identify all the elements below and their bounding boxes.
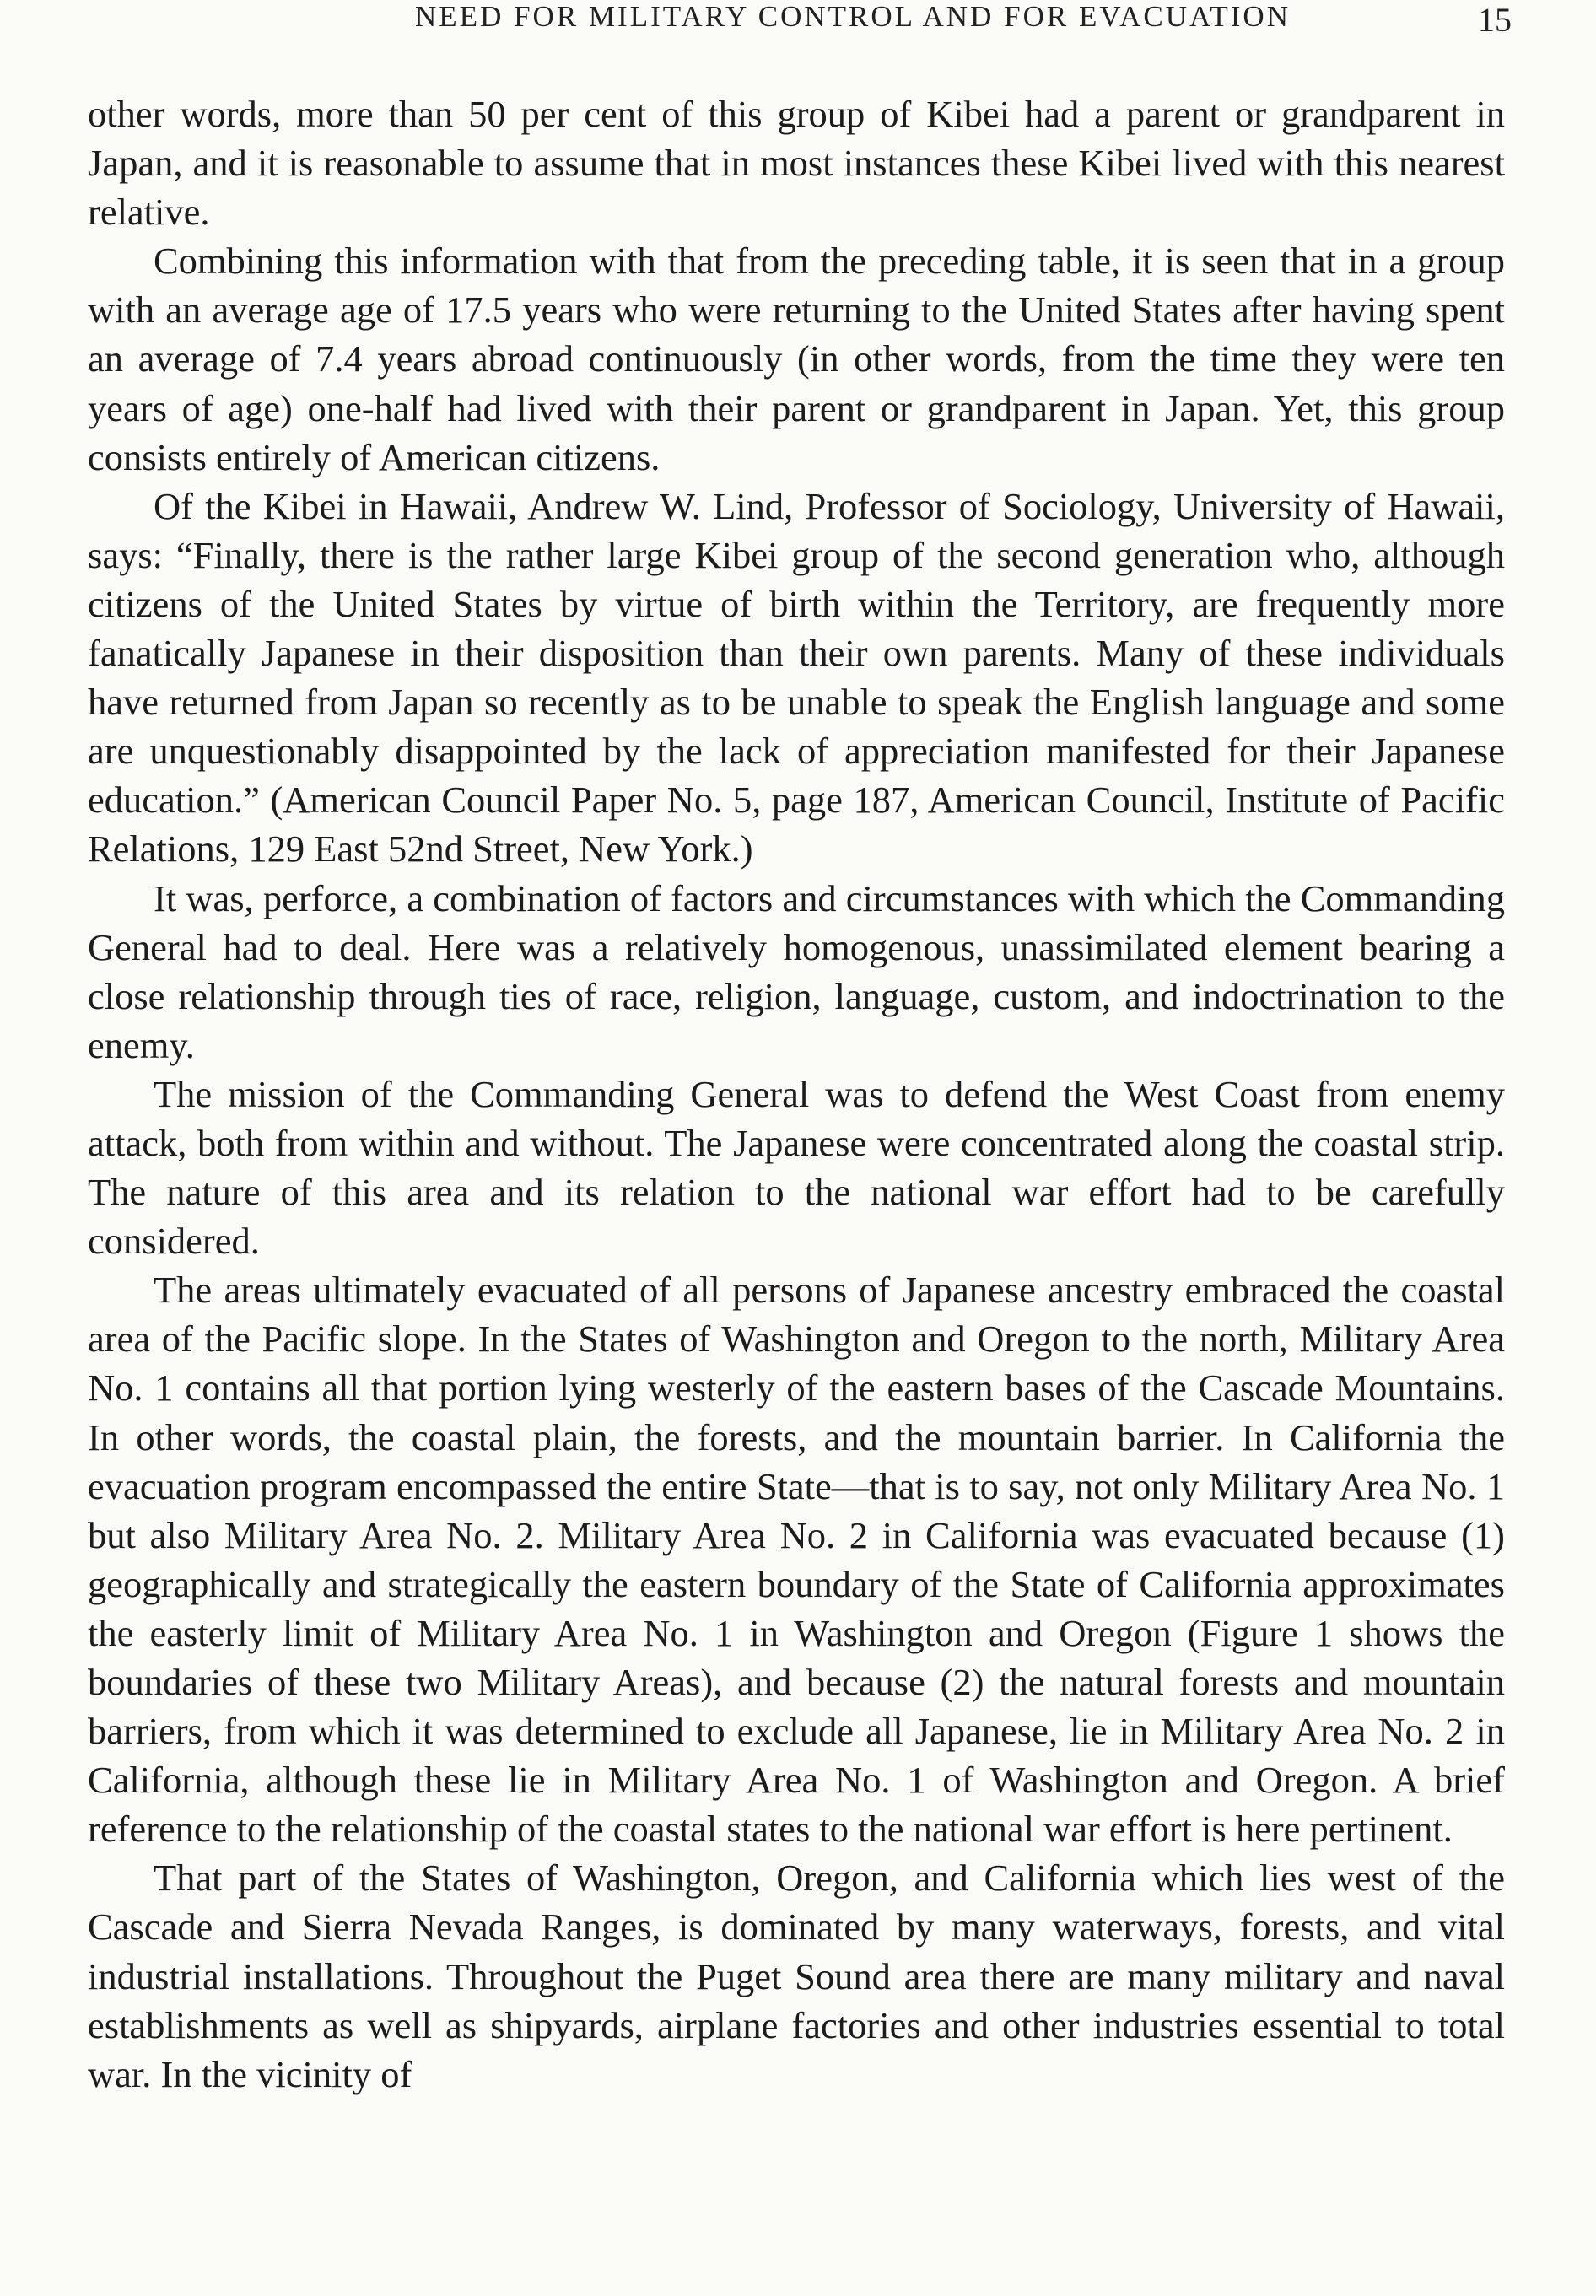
paragraph-6: The areas ultimately evacuated of all persons of Japanese ancestry embraced the coastal area of the Pacific slope. In the States of Washington and Oregon to the north, Military Area No. 1 contains all that portion lying westerly of the eastern bases of the Cascade Mountains. In other words, the coastal plain, the forests, and the mountain barrier. In California the evacuation program encompassed the entire State—that is to say, not only Military Area No. 1 but also Military Area No. 2. Military Area No. 2 in California was evacuated because (1) geographically and strategically the eastern boundary of the State of California approximates the easterly limit of Military Area No. 1 in Washington and Oregon (Figure 1 shows the boundaries of these two Military Areas), and because (2) the natural forests and mountain barriers, from which it was determined to exclude all Japanese, lie in Military Area No. 2 in California, although these lie in Military Area No. 1 of Washington and Oregon. A brief reference to the relationship of the coastal states to the national war effort is here pertinent. xyxy=(88,1269,1505,1851)
body-text xyxy=(88,89,1505,2099)
paragraph-1: other words, more than 50 per cent of this group of Kibei had a parent or grandparent in Japan, and it is reasonable to assume that in most instances these Kibei lived with this nearest relative. xyxy=(88,93,1505,234)
running-header xyxy=(84,0,1512,37)
paragraph-5: The mission of the Commanding General was to defend the West Coast from enemy attack, both from within and without. The Japanese were concentrated along the coastal strip. The nature of this area and its relation to the national war effort had to be carefully considered. xyxy=(88,1072,1505,1263)
paragraph-7: That part of the States of Washington, Oregon, and California which lies west of the Cascade and Sierra Nevada Ranges, is dominated by many waterways, forests, and vital industrial installations. Throughout the Puget Sound area there are many military and naval establishments as well as shipyards, airplane factories and other industries essential to total war. In the vicinity of xyxy=(88,1857,1505,2095)
paragraph-2: Combining this information with that from the preceding table, it is seen that in a group with an average age of 17.5 years who were returning to the United States after having spent an average of 7.4 years abroad continuously (in other words, from the time they were ten years of age) one-half had lived with their parent or grandparent in Japan. Yet, this group consists entirely of American citizens. xyxy=(88,240,1505,478)
paragraph-4: It was, perforce, a combination of factors and circumstances with which the Commanding General had to deal. Here was a relatively homogenous, unassimilated element bearing a close relationship through ties of race, religion, language, custom, and indoctrination to the enemy. xyxy=(88,876,1505,1066)
running-title: NEED FOR MILITARY CONTROL AND FOR EVACUATION xyxy=(415,0,1291,33)
paragraph-3: Of the Kibei in Hawaii, Andrew W. Lind, Professor of Sociology, University of Hawaii, says: “Finally, there is the rather large Kibei group of the second generation who, although citizens of the United States by virtue of birth within the Territory, are frequently more fanatically Japanese in their disposition than their own parents. Many of these individuals have returned from Japan so recently as to be unable to speak the English language and some are unquestionably disappointed by the lack of appreciation manifested for their Japanese education.” (American Council Paper No. 5, page 187, American Council, Institute of Pacific Relations, 129 East 52nd Street, New York.) xyxy=(88,484,1505,870)
page-number: 15 xyxy=(1478,1,1512,39)
